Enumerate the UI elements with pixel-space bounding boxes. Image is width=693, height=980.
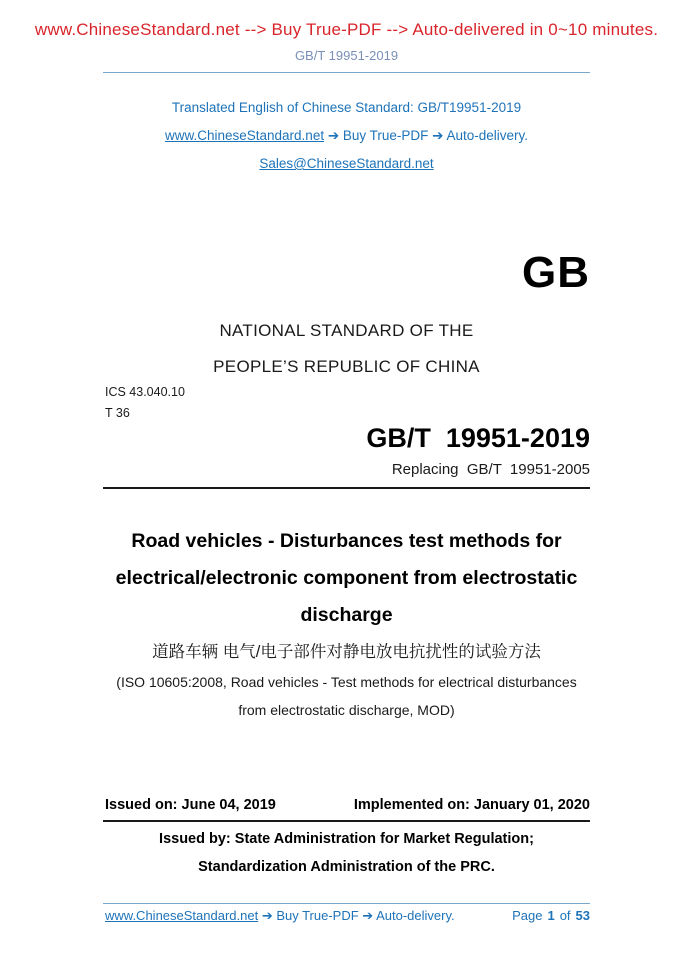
title-line-2: electrical/electronic component from electrostatic <box>115 567 578 589</box>
authority-line-2: PEOPLE’S REPUBLIC OF CHINA <box>213 357 480 376</box>
standard-title-english <box>0 523 693 634</box>
page-indicator <box>507 908 590 923</box>
dates-row <box>105 797 590 813</box>
issued-date: Issued on: June 04, 2019 <box>105 797 276 813</box>
page-total: 53 <box>575 908 590 923</box>
page-current: 1 <box>547 908 555 923</box>
classification-code: T 36 <box>105 406 130 420</box>
buy-pdf-line-rest: ➔ Buy True-PDF ➔ Auto-delivery. <box>324 128 529 143</box>
page-of: of <box>559 908 571 923</box>
standard-number: GB/T 19951-2019 <box>366 423 590 453</box>
footer-buy-pdf-rest: ➔ Buy True-PDF ➔ Auto-delivery. <box>258 908 455 923</box>
title-line-1: Road vehicles - Disturbances test methods for <box>131 530 562 552</box>
dates-divider <box>103 820 590 822</box>
authority-line-1: NATIONAL STANDARD OF THE <box>219 321 474 340</box>
gb-logo: GB <box>522 248 590 297</box>
footer-website-link[interactable]: www.ChineseStandard.net <box>105 908 259 923</box>
page-footer <box>105 908 590 924</box>
title-line-3: discharge <box>300 604 393 626</box>
iso-reference <box>0 668 693 724</box>
ics-code: ICS 43.040.10 <box>105 385 185 399</box>
implemented-date: Implemented on: January 01, 2020 <box>353 797 590 813</box>
sales-email-line <box>0 156 693 171</box>
issuer-line-1: Issued by: State Administration for Market Regulation; <box>159 831 534 847</box>
sales-email-link[interactable]: Sales@ChineseStandard.net <box>259 156 434 171</box>
footer-divider <box>103 903 590 904</box>
iso-reference-line-2: from electrostatic discharge, MOD) <box>238 702 455 718</box>
footer-buy-pdf-line <box>105 908 455 924</box>
iso-reference-line-1: (ISO 10605:2008, Road vehicles - Test methods for electrical disturbances <box>116 674 577 690</box>
standard-title-chinese: 道路车辆 电气/电子部件对静电放电抗扰性的试验方法 <box>152 643 541 661</box>
header-divider <box>103 72 590 73</box>
replacing-note: Replacing GB/T 19951-2005 <box>391 461 590 478</box>
page-label: Page <box>512 908 543 923</box>
buy-pdf-line <box>0 128 693 144</box>
promo-banner: www.ChineseStandard.net --> Buy True-PDF --> Auto-delivered in 0~10 minutes. <box>34 20 659 39</box>
running-header-doc-code: GB/T 19951-2019 <box>294 48 399 63</box>
title-divider <box>103 487 590 489</box>
translated-standard-line: Translated English of Chinese Standard: GB/T19951-2019 <box>171 100 522 115</box>
issuer-line-2: Standardization Administration of the PRC. <box>198 859 495 875</box>
website-link[interactable]: www.ChineseStandard.net <box>164 128 325 143</box>
